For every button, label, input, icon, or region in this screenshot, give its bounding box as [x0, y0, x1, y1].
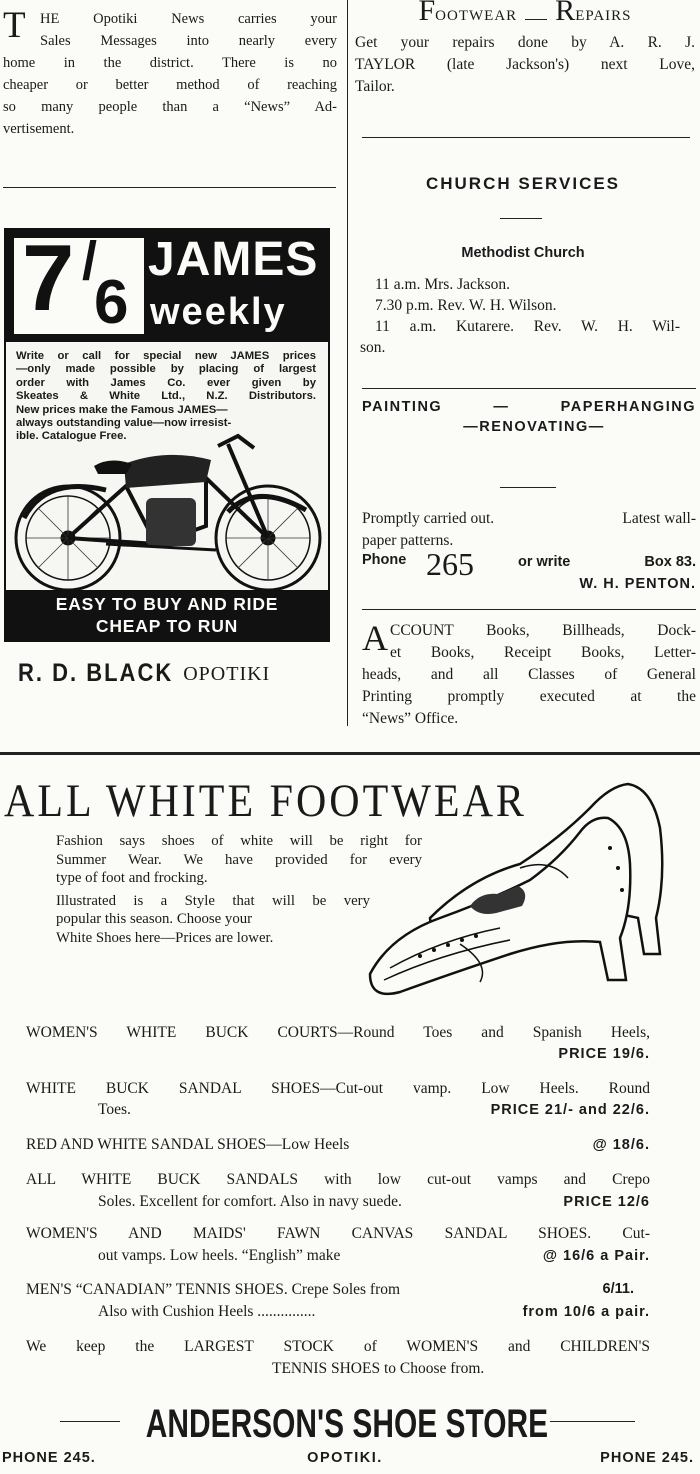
footwear-item: [26, 1222, 650, 1274]
news-ad-line: Sales Messages into nearly every: [40, 33, 337, 49]
service-line: son.: [360, 339, 386, 356]
rule: [500, 487, 556, 488]
accounts-dropcap: A: [362, 618, 388, 658]
intro-line: Summer Wear. We have provided for every: [56, 851, 422, 868]
item-description: WHITE BUCK SANDAL SHOES—Cut-out vamp. Low Heels. Round: [26, 1080, 650, 1097]
box-number: Box 83.: [644, 554, 696, 570]
repairs-title-initial: F: [418, 0, 436, 27]
service-line: 7.30 p.m. Rev. W. H. Wilson.: [375, 297, 557, 314]
banner-line: EASY TO BUY AND RIDE: [55, 594, 279, 614]
news-ad-dropcap: T: [3, 5, 26, 46]
painting-contact: [362, 546, 696, 596]
james-ad: [4, 228, 330, 642]
church-subheading: Methodist Church: [461, 245, 585, 261]
news-ad-line: so many people than a “News” Ad-: [3, 99, 337, 115]
footwear-item: [26, 1022, 650, 1069]
intro-line: Illustrated is a Style that will be very: [56, 892, 370, 909]
write-label: or write: [518, 554, 571, 570]
motorcycle-tank: [124, 455, 211, 488]
column-divider: [347, 0, 348, 726]
painting-heading-right: PAPERHANGING: [560, 399, 696, 415]
dealer-name: R. D. BLACK: [18, 658, 174, 687]
motorcycle-handlebar: [218, 436, 254, 448]
repairs-title-initial: R: [555, 0, 576, 27]
rule: [362, 609, 696, 610]
item-description: out vamps. Low heels. “English” make: [98, 1247, 341, 1264]
item-description: Toes.: [98, 1101, 131, 1118]
intro-line: popular this season. Choose your: [56, 911, 253, 927]
service-line: 11 a.m. Kutarere. Rev. W. H. Wil-: [375, 318, 680, 335]
repairs-title-word: OOTWEAR: [435, 8, 518, 24]
james-copy-line: Skeates & White Ltd., N.Z. Distributors.: [16, 390, 316, 403]
rule: [500, 218, 542, 219]
accounts-line: Printing promptly executed at the: [362, 688, 696, 705]
james-copy-line: ible. Catalogue Free.: [16, 430, 127, 443]
footwear-headline: ALL WHITE FOOTWEAR: [4, 775, 527, 828]
repairs-title-word: EPAIRS: [575, 8, 632, 24]
news-ad-line: home in the district. There is no: [3, 55, 337, 71]
intro-line: Fashion says shoes of white will be right for: [56, 833, 422, 849]
repairs-line: TAYLOR (late Jackson's) next Love,: [355, 56, 695, 73]
accounts-line: “News” Office.: [362, 710, 459, 727]
price-shilling: 7: [22, 228, 75, 330]
price-slash: /: [82, 231, 98, 291]
item-price: PRICE 21/- and 22/6.: [490, 1102, 650, 1118]
motorcycle-illustration: [6, 426, 328, 596]
james-copy-line: —only made possible by placing of largest: [16, 363, 316, 376]
james-copy-line: Write or call for special new JAMES prices: [16, 350, 316, 362]
james-weekly: weekly: [150, 291, 287, 333]
motorcycle-saddle: [94, 460, 132, 474]
motorcycle-engine: [146, 498, 196, 546]
painting-body: [362, 508, 696, 552]
price-figure: [20, 228, 146, 337]
footer-town: OPOTIKI.: [307, 1450, 383, 1466]
repairs-line: Tailor.: [355, 78, 395, 95]
item-description: WOMEN'S WHITE BUCK COURTS—Round Toes and Spanish Heels,: [26, 1024, 650, 1041]
painting-heading: [362, 397, 696, 437]
item-description: WOMEN'S AND MAIDS' FAWN CANVAS SANDAL SHOES. Cut-: [26, 1225, 650, 1242]
item-description: Also with Cushion Heels ...............: [98, 1303, 316, 1320]
accounts-ad: [362, 620, 696, 730]
stock-line: TENNIS SHOES to Choose from.: [272, 1360, 485, 1377]
james-copy-line: always outstanding value—now irresist-: [16, 417, 232, 430]
footer-phone-left: PHONE 245.: [2, 1450, 96, 1466]
item-price: @ 18/6.: [592, 1137, 650, 1153]
section-divider: [0, 752, 700, 755]
item-description: MEN'S “CANADIAN” TENNIS SHOES. Crepe Soles from: [26, 1281, 401, 1298]
repairs-ad: [355, 0, 695, 98]
item-price: PRICE 19/6.: [558, 1046, 650, 1062]
news-ad-line: cheaper or better method of reaching: [3, 77, 337, 93]
painting-body-text: Latest wall-: [622, 510, 696, 527]
dealer-line: [18, 660, 338, 686]
price-pence: 6: [94, 268, 129, 337]
church-heading: CHURCH SERVICES: [425, 174, 621, 193]
painter-name: W. H. PENTON.: [579, 576, 696, 592]
painting-heading-sub: —RENOVATING—: [463, 419, 605, 435]
intro-line: White Shoes here—Prices are lower.: [56, 929, 274, 946]
dealer-town: OPOTIKI: [183, 663, 271, 685]
footwear-item: [26, 1168, 650, 1218]
rule: [60, 1421, 120, 1422]
news-ad-line: HE Opotiki News carries your: [40, 11, 337, 27]
painting-body-text: paper patterns.: [362, 532, 454, 549]
james-brand: JAMES: [148, 233, 319, 286]
item-description: ALL WHITE BUCK SANDALS with low cut-out vamps and Crepo: [26, 1171, 650, 1188]
footwear-item: [26, 1134, 650, 1168]
item-price: @ 16/6 a Pair.: [542, 1248, 650, 1264]
footer-phone-right: PHONE 245.: [600, 1450, 694, 1466]
accounts-line: CCOUNT Books, Billheads, Dock-: [390, 622, 696, 639]
james-copy-line: order with James Co. ever given by: [16, 376, 316, 389]
phone-number: 265: [426, 546, 474, 582]
item-price: from 10/6 a pair.: [522, 1304, 650, 1320]
james-copy-line: New prices make the Famous JAMES—: [16, 403, 228, 416]
repairs-title-rule: [525, 19, 547, 20]
accounts-line: heads, and all Classes of General: [362, 666, 696, 683]
item-price: PRICE 12/6: [563, 1194, 650, 1210]
item-description: RED AND WHITE SANDAL SHOES—Low Heels: [26, 1136, 350, 1153]
news-ad: [3, 5, 337, 140]
news-ad-line: vertisement.: [3, 121, 75, 137]
painting-body-text: Promptly carried out.: [362, 510, 495, 527]
rule: [362, 388, 696, 389]
footwear-items: [26, 1022, 650, 1380]
rule: [362, 137, 690, 138]
footwear-item: [26, 1278, 650, 1328]
painting-heading-dash: —: [493, 399, 510, 415]
painting-heading-left: PAINTING: [362, 399, 443, 415]
service-line: 11 a.m. Mrs. Jackson.: [375, 276, 511, 293]
rule: [550, 1421, 635, 1422]
store-name: ANDERSON'S SHOE STORE: [145, 1401, 549, 1447]
intro-line: type of foot and frocking.: [56, 870, 208, 886]
accounts-line: et Books, Receipt Books, Letter-: [390, 644, 696, 661]
repairs-title: [355, 0, 695, 32]
church-services: [360, 274, 680, 358]
shoe-illustration: [360, 768, 680, 998]
footwear-item: [26, 1078, 650, 1134]
banner-line: CHEAP TO RUN: [95, 616, 239, 636]
stock-line: We keep the LARGEST STOCK of WOMEN'S and CHILDREN'S: [26, 1338, 650, 1355]
james-banner: [6, 590, 328, 642]
phone-label: Phone: [362, 552, 407, 568]
rule: [3, 187, 336, 188]
stock-note: [26, 1336, 650, 1380]
repairs-line: Get your repairs done by A. R. J.: [355, 34, 695, 51]
item-price: 6/11.: [602, 1281, 634, 1297]
item-description: Soles. Excellent for comfort. Also in navy suede.: [98, 1193, 402, 1210]
